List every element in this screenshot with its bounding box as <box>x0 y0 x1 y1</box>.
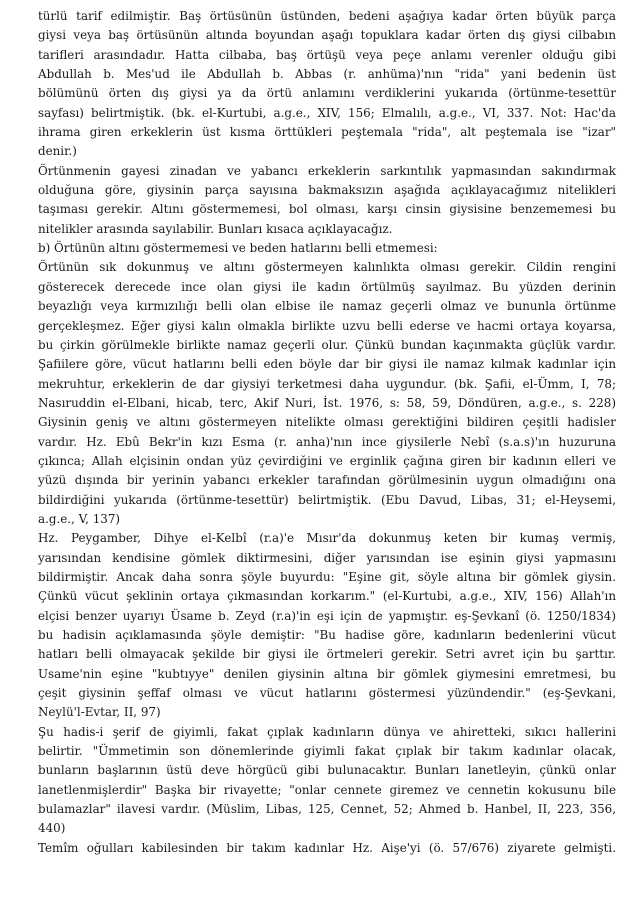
text-line: türlü tarif edilmiştir. Baş örtüsünün üstünden, bedeni aşağıya kadar örten büyük parça <box>38 9 616 23</box>
text-line: b) Örtünün altını göstermemesi ve beden hatlarını belli etmemesi: <box>38 241 438 256</box>
document-page <box>38 7 616 858</box>
text-line: Usame'nin eşine "kubtıyye" denilen giysinin altına bir gömlek giymesini emretmesi, bu <box>38 666 616 681</box>
text-line: çeşit giysinin şeffaf olması ve vücut hatlarını göstermesi yüzündendir." (eş-Şevkani, <box>38 686 616 701</box>
text-line: a.g.e., V, 137) <box>38 511 121 526</box>
text-line: mekruhtur, erkeklerin de dar giysiyi terketmesi daha uygundur. (bk. Şafii, el-Ümm, I, 78; <box>38 376 616 391</box>
text-line: Örtünmenin gayesi zinadan ve yabancı erkeklerin sarkıntılık yapmasından sakındırmak <box>38 163 616 178</box>
text-line: Çünkü vücut şeklinin ortaya çıkmasından korkarım." (el-Kurtubi, a.g.e., XIV, 156) Allah'ın <box>38 589 616 604</box>
text-line: Abdullah b. Mes'ud ile Abdullah b. Abbas (r. anhüma)'nın "rida" yani bedenin üst <box>38 67 616 82</box>
text-line: elçisi benzer uyarıyı Üsame b. Zeyd (r.a)'in eşi için de yapmıştır. eş-Şevkanî (ö. 1250/1834) <box>38 608 616 623</box>
text-line: vardır. Hz. Ebû Bekr'in kızı Esma (r. anha)'nın ince giysilerle Nebî (s.a.s)'ın huzuruna <box>38 434 616 449</box>
text-line: Giysinin geniş ve altını göstermeyen nitelikte olması gerektiğini bildiren çeşitli hadisler <box>38 415 616 430</box>
text-line: yüzü dışında bir yerinin yabancı erkekler tarafından görülmesinin uygun olmadığını ona <box>38 473 616 488</box>
text-line: lanetlenmişlerdir" Başka bir rivayette; "onlar cennete giremez ve cennetin kokusunu bile <box>38 782 616 797</box>
text-line: Şafiilere göre, vücut hatlarını belli eden böyle dar bir giysi ile namaz kılmak kadınlar için <box>38 357 616 372</box>
text-line: 440) <box>38 821 66 836</box>
text-line: Şu hadis-i şerif de giyimli, fakat çıplak kadınların dünya ve ahiretteki, sıkıcı hallerini <box>38 724 616 739</box>
text-line: bulamazlar" ilavesi vardır. (Müslim, Libas, 125, Cennet, 52; Ahmed b. Hanbel, II, 223, 356, <box>38 802 616 817</box>
text-line: Örtünün sık dokunmuş ve altını göstermeyen kalınlıkta olması gerekir. Cildin rengini <box>38 260 616 275</box>
text-line: bunların başlarının üstü deve hörgücü gibi bulunacaktır. Bunları lanetleyin, çünkü onlar <box>38 763 616 778</box>
text-line: denir.) <box>38 144 77 159</box>
text-line: sayfası) belirtmiştik. (bk. el-Kurtubi, a.g.e., XIV, 156; Elmalılı, a.g.e., VI, 337. Not: Hac'da <box>38 105 616 120</box>
text-line: bu hadisin açıklamasında şöyle demiştir: "Bu hadise göre, kadınların bedenlerini vücut <box>38 628 616 642</box>
text-line: bildirdiğini yukarıda (örtünme-tesettür) belirtmiştik. (Ebu Davud, Libas, 31; el-Heysemi, <box>38 492 616 507</box>
text-line: ihrama giren erkeklerin üst kısma örttükleri peştemala "rida", alt peştemala ise "izar" <box>38 125 616 140</box>
text-line: giysi veya baş örtüsünün altında boyundan aşağı topuklara kadar örten dış giysi cilbabın <box>38 28 616 43</box>
text-line: yarısından kendisine gömlek diktirmesini, diğer yarısından ise eşinin giysi yapmasını <box>38 550 616 565</box>
text-line: hatları belli olmayacak şekilde bir giysi ile örtmeleri gerekir. Setri avret için bu şarttır. <box>38 647 616 662</box>
text-line: Nasıruddin el-Elbani, hicab, terc, Akif Nuri, İst. 1976, s: 58, 59, Döndüren, a.g.e., s. 228) <box>38 395 616 410</box>
text-line: bildirmiştir. Ancak daha sonra şöyle buyurdu: "Eşine git, söyle altına bir gömlek giysin. <box>38 569 616 584</box>
text-line: gösterecek derecede ince olan giysi ile kadın örtülmüş sayılmaz. Bu yüzden derinin <box>38 279 616 294</box>
text-line: bölümünü örten dış giysi ya da örtü anlamını verdiklerini yukarıda (örtünme-tesettür <box>38 86 616 101</box>
text-line: beyazlığı veya kırmızılığı belli olan elbise ile namaz geçerli olmaz ve bununla örtünme <box>38 299 616 314</box>
text-line: tarifleri arasındadır. Hatta cilbaba, baş örtüşü veya peçe anlamı verenler olduğu gibi <box>38 47 616 62</box>
text-line: gerçekleşmez. Eğer giysi kalın olmakla birlikte uzvu belli ederse ve hacmi ortaya koyarsa, <box>38 318 616 333</box>
text-line: belirtir. "Ümmetimin son dönemlerinde giyimli fakat çıplak bir takım kadınlar olacak, <box>38 744 616 759</box>
text-line: Neylü'l-Evtar, II, 97) <box>38 705 161 720</box>
text-line: olduğuna göre, giysinin parça sayısına bakmaksızın aşağıda açıklayacağımız nitelikleri <box>38 183 616 198</box>
text-line: bu çirkin görülmekle birlikte namaz geçerli olur. Çünkü bundan kaçınmakta güçlük vardır. <box>38 337 616 352</box>
text-line: nitelikler arasında sayılabilir. Bunları kısaca açıklayacağız. <box>38 221 393 236</box>
text-line: Temîm oğulları kabilesinden bir takım kadınlar Hz. Aişe'yi (ö. 57/676) ziyarete gelmişti. <box>38 840 616 855</box>
text-line: Hz. Peygamber, Dihye el-Kelbî (r.a)'e Mısır'da dokunmuş keten bir kumaş vermiş, <box>38 531 616 546</box>
text-line: çıkınca; Allah elçisinin ondan yüz çevirdiğini ve erginlik çağına giren bir kadının elleri ve <box>38 453 616 468</box>
text-line: taşıması gerekir. Altını göstermemesi, bol olması, karşı cinsin giysisine benzememesi bu <box>38 202 616 217</box>
